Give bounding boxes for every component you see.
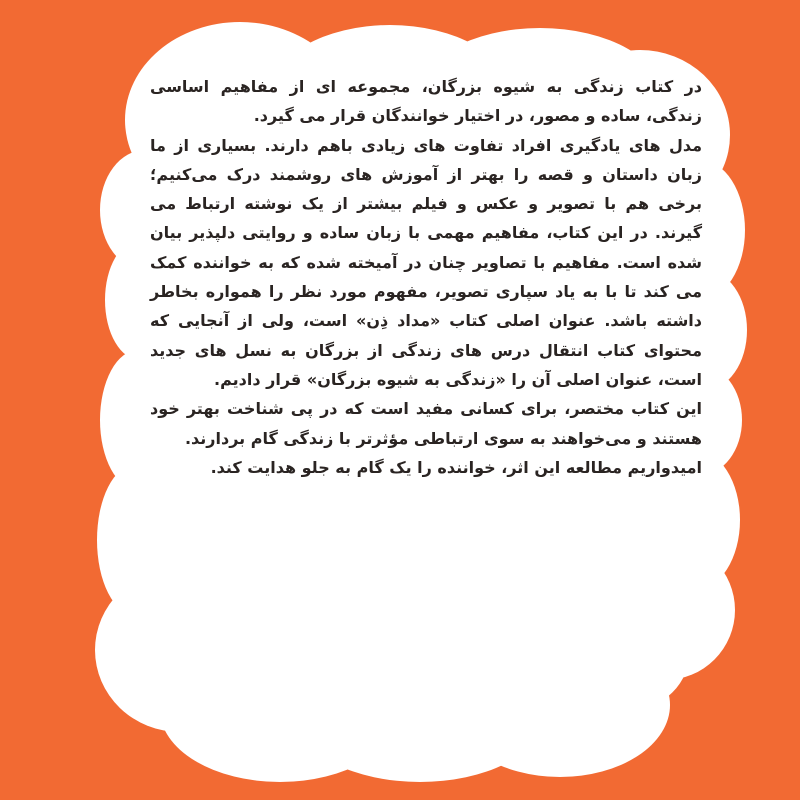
paragraph-learning-styles: مدل های یادگیری افراد تفاوت های زیادی باهم دارند. بسیاری از ما زبان داستان و قصه را بهتر از آموزش های روشمند درک می‌کنیم؛ برخی هم با تصویر و عکس و فیلم بیشتر از یک نوشته ارتباط می گیرند. در این کتاب، مفاهیم مهمی با زبان ساده و روایتی دلپذیر بیان شده است. مفاهیم با تصاویر چنان در آمیخته شده که به خواننده کمک می کند تا با به یاد سپاری تصویر، مفهوم مورد نظر را همواره بخاطر داشته باشد. عنوان اصلی کتاب «مداد ذِن» است، ولی از آنجایی که محتوای کتاب انتقال درس های زندگی از بزرگان به نسل های جدید است، عنوان اصلی آن را «زندگی به شیوه بزرگان» قرار دادیم. bbox=[150, 135, 702, 389]
paragraph-closing: امیدواریم مطالعه این اثر، خواننده را یک گام به جلو هدایت کند. bbox=[210, 457, 702, 477]
paragraph-intro: در کتاب زندگی به شیوه بزرگان، مجموعه ای از مفاهیم اساسی زندگی، ساده و مصور، در اختیار خوانندگان قرار می گیرد. bbox=[150, 77, 702, 126]
paragraph-audience: این کتاب مختصر، برای کسانی مفید است که در پی شناخت بهتر خود هستند و می‌خواهند به سوی ارتباطی مؤثرتر با زندگی گام بردارند. bbox=[150, 399, 702, 448]
blurb-text bbox=[150, 72, 702, 677]
